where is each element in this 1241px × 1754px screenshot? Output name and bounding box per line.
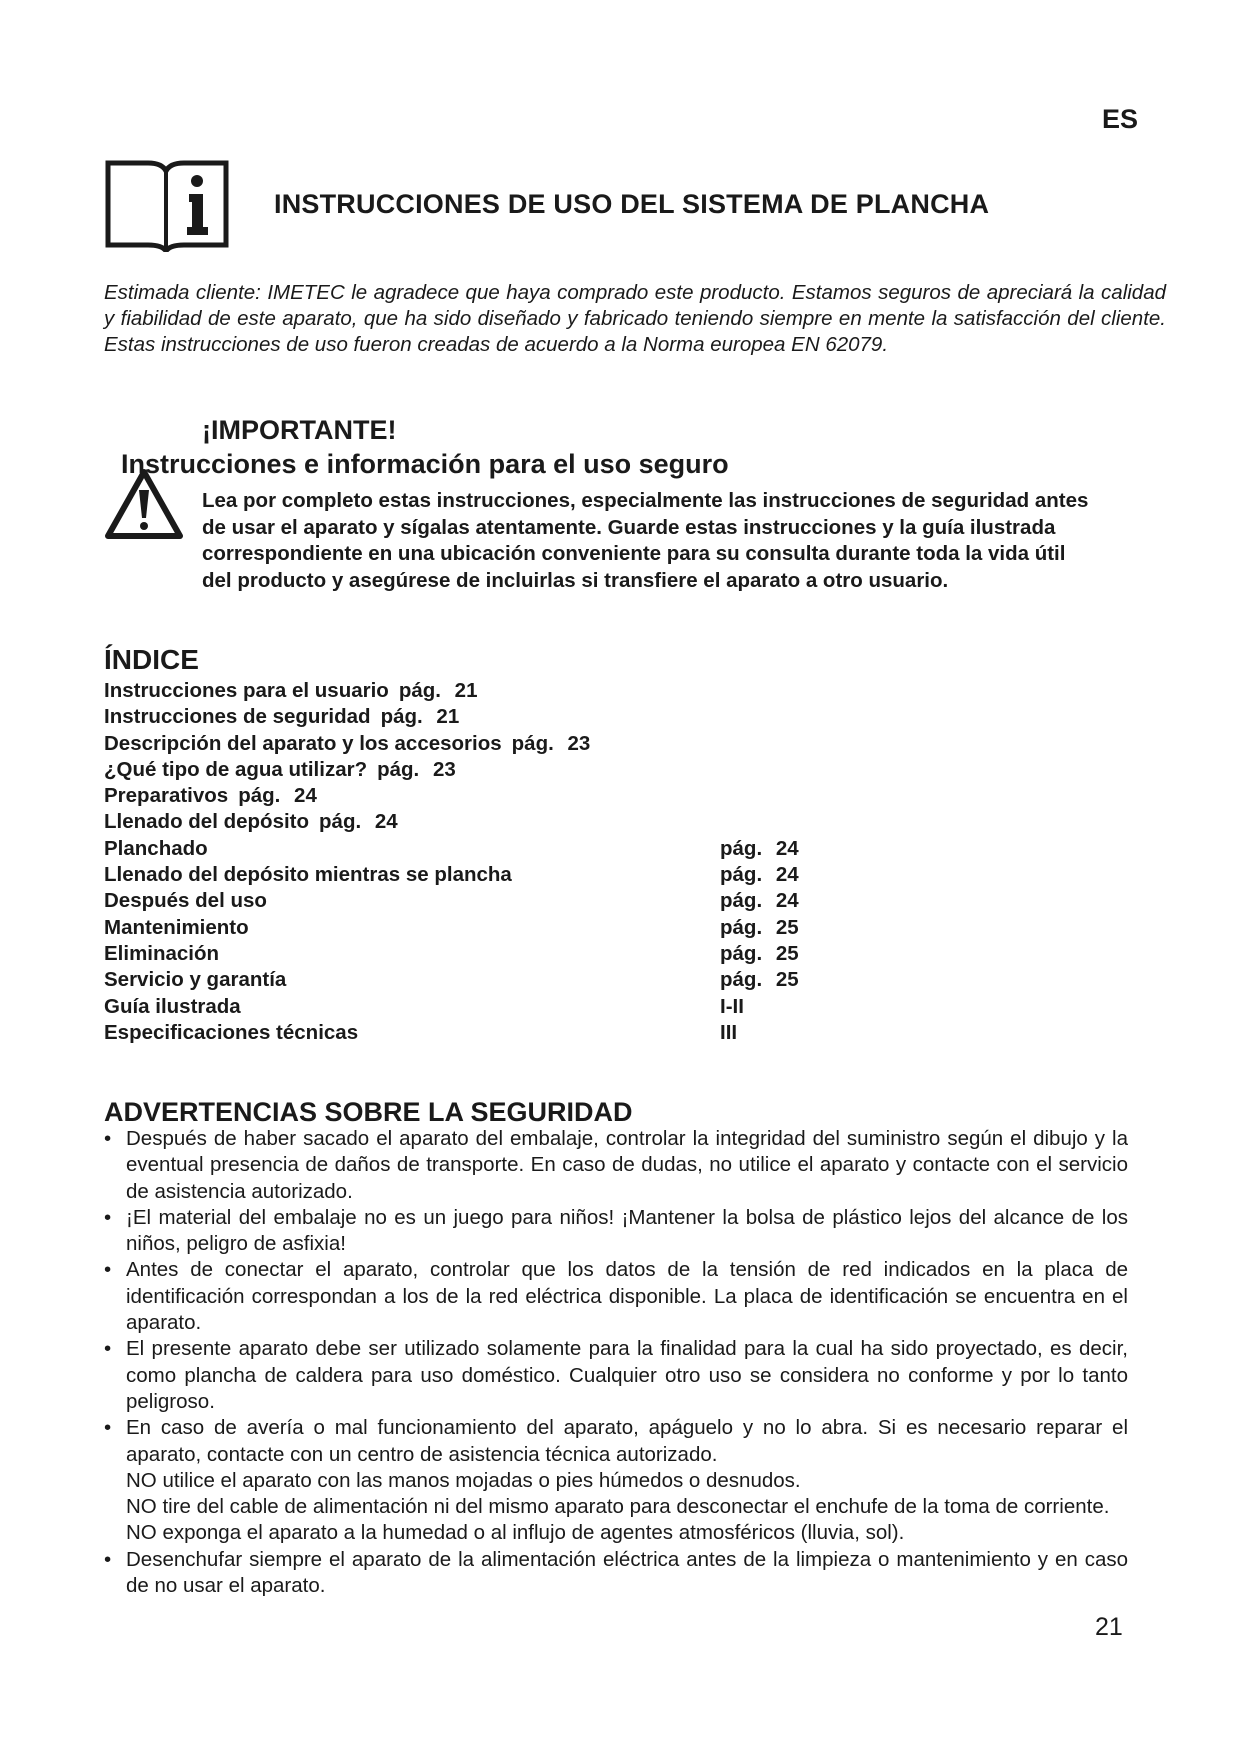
- index-entry: Llenado del depósito pág. 24: [104, 810, 398, 834]
- bullet-icon: •: [104, 1416, 112, 1440]
- bullet-icon: •: [104, 1547, 112, 1571]
- index-entry: Especificaciones técnicas III: [104, 1020, 738, 1044]
- safety-list: [104, 1126, 1128, 1599]
- bullet-icon: •: [104, 1127, 112, 1150]
- important-line: del producto y asegúrese de incluirlas si transfiere el aparato a otro usuario.: [202, 568, 949, 592]
- bullet-icon: •: [104, 1205, 112, 1229]
- important-subtitle: Instrucciones e información para el uso seguro: [121, 449, 729, 479]
- important-line: Lea por completo estas instrucciones, especialmente las instrucciones de seguridad antes: [202, 489, 1089, 512]
- index-entry: Instrucciones para el usuario pág. 21: [104, 679, 478, 702]
- important-line: correspondiente en una ubicación conveniente para su consulta durante toda la vida útil: [202, 542, 1066, 565]
- index-entry: Planchado pág. 24: [104, 836, 799, 860]
- index-entry: Mantenimiento pág. 25: [104, 915, 799, 939]
- index-heading: ÍNDICE: [104, 644, 199, 675]
- index-entry: Guía ilustrada I-II: [104, 994, 744, 1018]
- document-title: INSTRUCCIONES DE USO DEL SISTEMA DE PLANCHA: [274, 189, 990, 219]
- bullet-icon: •: [104, 1258, 112, 1282]
- safety-extra-line: NO tire del cable de alimentación ni del mismo aparato para desconectar el enchufe de la toma de corriente.: [126, 1495, 1110, 1519]
- bullet-icon: •: [104, 1337, 112, 1361]
- index-entry: ¿Qué tipo de agua utilizar? pág. 23: [104, 757, 456, 781]
- safety-extra-line: NO exponga el aparato a la humedad o al influjo de agentes atmosféricos (lluvia, sol).: [126, 1521, 905, 1545]
- page-number: 21: [1095, 1613, 1123, 1641]
- important-line: de usar el aparato y sígalas atentamente. Guarde estas instrucciones y la guía ilustrada: [202, 515, 1056, 539]
- safety-item: • ¡El material del embalaje no es un juego para niños! ¡Mantener la bolsa de plástico lejos del alcance de los niños, peligro de asfixia!: [104, 1205, 1128, 1256]
- safety-item: • Antes de conectar el aparato, controlar que los datos de la tensión de red indicados en la placa de identificación correspondan a los de la red eléctrica disponible. La placa de identificación se encuentra en el aparato.: [104, 1258, 1128, 1335]
- index-entry: Eliminación pág. 25: [104, 941, 799, 965]
- book-info-icon: [104, 157, 230, 252]
- safety-item: • Después de haber sacado el aparato del embalaje, controlar la integridad del suministro según el dibujo y la eventual presencia de daños de transporte. En caso de dudas, no utilice el aparato y contacte con el servicio de asistencia autorizado.: [104, 1127, 1128, 1203]
- index-entry: Descripción del aparato y los accesorios pág. 23: [104, 731, 591, 755]
- language-tag: ES: [1102, 104, 1139, 134]
- intro-paragraph: Estimada cliente: IMETEC le agradece que haya comprado este producto. Estamos seguros de apreciará la calidad y fiabilidad de este aparato, que ha sido diseñado y fabricado teniendo siempre en mente la satisfacción del cliente. Estas instrucciones de uso fueron creadas de acuerdo a la Norma europea EN 62079.: [104, 281, 1166, 356]
- index-entry: Servicio y garantía pág. 25: [104, 968, 799, 992]
- index-entry: Preparativos pág. 24: [104, 784, 317, 808]
- index-entry: Llenado del depósito mientras se plancha pág. 24: [104, 863, 799, 887]
- safety-item: • El presente aparato debe ser utilizado solamente para la finalidad para la cual ha sido proyectado, es decir, como plancha de caldera para uso doméstico. Cualquier otro uso se considera no conforme y por lo tanto peligroso.: [104, 1337, 1128, 1413]
- index-list: [104, 678, 799, 1046]
- index-entry: Instrucciones de seguridad pág. 21: [104, 705, 460, 729]
- safety-item: • En caso de avería o mal funcionamiento del aparato, apáguelo y no lo abra. Si es necesario reparar el aparato, contacte con un centro de asistencia técnica autorizado. NO utilice el aparato con las manos mojadas o pies húmedos o desnudos. NO tire del cable de alimentación ni del mismo aparato para desconectar el enchufe de la toma de corriente. NO exponga el aparato a la humedad o al influjo de agentes atmosféricos (lluvia, sol).: [104, 1415, 1128, 1546]
- important-title: ¡IMPORTANTE!: [202, 415, 397, 445]
- safety-extra-line: NO utilice el aparato con las manos mojadas o pies húmedos o desnudos.: [126, 1468, 801, 1492]
- index-entry: Después del uso pág. 24: [104, 889, 799, 913]
- safety-heading: ADVERTENCIAS SOBRE LA SEGURIDAD: [104, 1097, 633, 1127]
- safety-item: • Desenchufar siempre el aparato de la alimentación eléctrica antes de la limpieza o mantenimiento y en caso de no usar el aparato.: [104, 1547, 1128, 1598]
- important-body: [104, 488, 1124, 594]
